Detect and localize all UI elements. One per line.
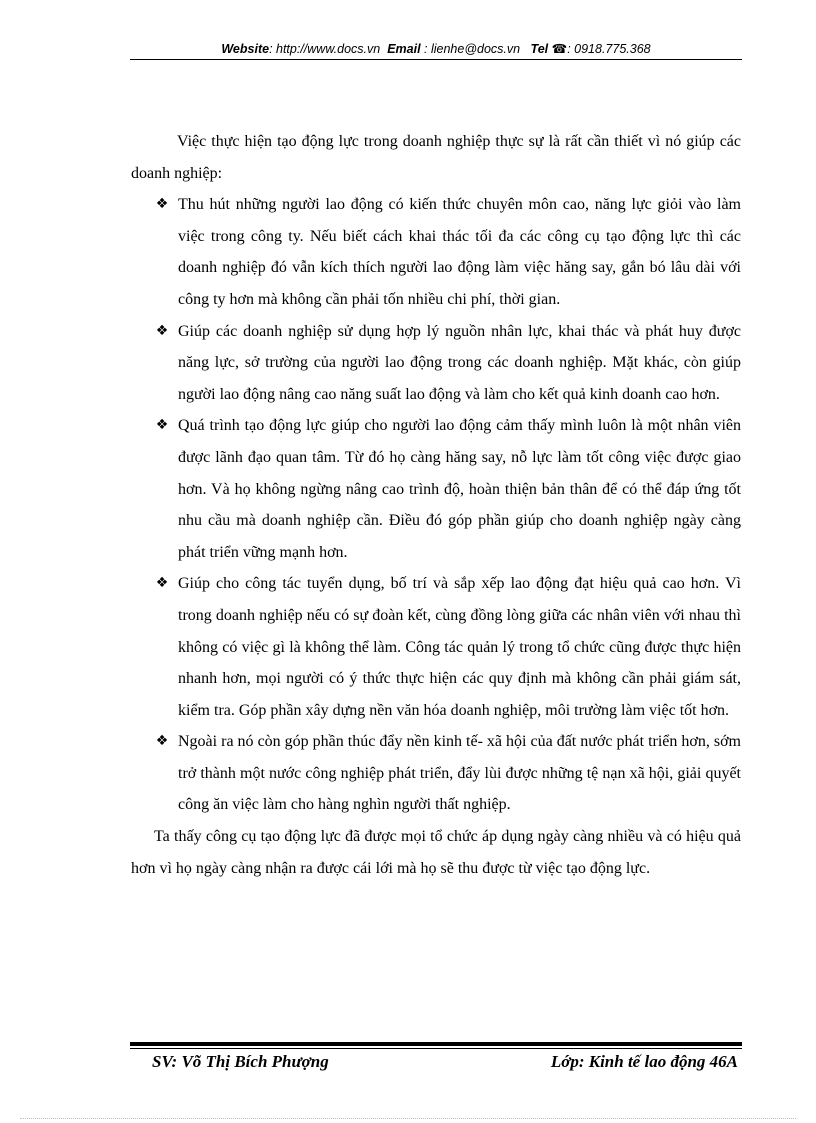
- header-divider: [130, 59, 742, 60]
- list-item: [131, 316, 741, 411]
- footer-student-name: SV: Võ Thị Bích Phượng: [152, 1052, 329, 1071]
- four-point-star-bullet-icon: ❖: [155, 733, 169, 750]
- footer-class-name: Lớp: Kinh tế lao động 46A: [550, 1052, 738, 1071]
- email-label: Email: [387, 42, 421, 56]
- footer-divider-thin: [130, 1048, 742, 1049]
- intro-paragraph: Việc thực hiện tạo động lực trong doanh nghiệp thực sự là rất cần thiết vì nó giúp các doanh nghiệp:: [131, 133, 741, 182]
- list-item-text: Thu hút những người lao động có kiến thức chuyên môn cao, năng lực giỏi vào làm việc trong công ty. Nếu biết cách khai thác tối đa các công cụ tạo động lực thì các doanh nghiệp đó vẫn kích thích người lao động làm việc hăng say, gắn bó lâu dài với công ty hơn mà không cần phải tốn nhiều chi phí, thời gian.: [178, 196, 741, 308]
- list-item-text: Giúp cho công tác tuyển dụng, bố trí và sắp xếp lao động đạt hiệu quả cao hơn. Vì trong doanh nghiệp nếu có sự đoàn kết, cùng đồng lòng giữa các nhân viên với nhau thì không có việc gì là không thể làm. Công tác quản lý trong tổ chức cũng được thực hiện nhanh hơn, mọi người có ý thức thực hiện các quy định mà không cần phải giám sát, kiểm tra. Góp phần xây dựng nền văn hóa doanh nghiệp, môi trường làm việc tốt hơn.: [178, 575, 741, 719]
- list-item: [131, 568, 741, 726]
- website-value: : http://www.docs.vn: [269, 42, 381, 56]
- four-point-star-bullet-icon: ❖: [155, 196, 169, 213]
- email-value: : lienhe@docs.vn: [424, 42, 521, 56]
- list-item: [131, 189, 741, 315]
- four-point-star-bullet-icon: ❖: [155, 575, 169, 592]
- closing-paragraph: Ta thấy công cụ tạo động lực đã được mọi tổ chức áp dụng ngày càng nhiều và có hiệu quả hơn vì họ ngày càng nhận ra được cái lới mà họ sẽ thu được từ việc tạo động lực.: [131, 828, 741, 877]
- four-point-star-bullet-icon: ❖: [155, 322, 169, 339]
- document-body: [131, 126, 741, 884]
- footer-divider-thick: [130, 1042, 742, 1046]
- page-header: [130, 40, 742, 60]
- list-item-text: Giúp các doanh nghiệp sử dụng hợp lý nguồn nhân lực, khai thác và phát huy được năng lực, sở trường của người lao động trong các doanh nghiệp. Mặt khác, còn giúp người lao động nâng cao năng suất lao động và làm cho kết quả kinh doanh cao hơn.: [178, 322, 741, 403]
- list-item-text: Ngoài ra nó còn góp phần thúc đẩy nền kinh tế- xã hội của đất nước phát triển hơn, sớm trở thành một nước công nghiệp phát triển, đẩy lùi được những tệ nạn xã hội, giải quyết công ăn việc làm cho hàng nghìn người thất nghiệp.: [178, 733, 741, 814]
- page-bottom-edge: [20, 1118, 796, 1119]
- website-label: Website: [221, 42, 270, 56]
- tel-value: : 0918.775.368: [567, 42, 651, 56]
- tel-label: Tel: [530, 42, 549, 56]
- list-item-text: Quá trình tạo động lực giúp cho người lao động cảm thấy mình luôn là một nhân viên được lãnh đạo quan tâm. Từ đó họ càng hăng say, nỗ lực làm tốt công việc được giao hơn. Và họ không ngừng nâng cao trình độ, hoàn thiện bản thân để có thể đáp ứng tốt nhu cầu mà doanh nghiệp cần. Điều đó góp phần giúp cho doanh nghiệp ngày càng phát triển vững mạnh hơn.: [178, 417, 741, 561]
- benefit-list: [131, 189, 741, 821]
- list-item: [131, 410, 741, 568]
- four-point-star-bullet-icon: ❖: [155, 417, 169, 434]
- telephone-icon: ☎: [551, 42, 568, 56]
- list-item: [131, 726, 741, 821]
